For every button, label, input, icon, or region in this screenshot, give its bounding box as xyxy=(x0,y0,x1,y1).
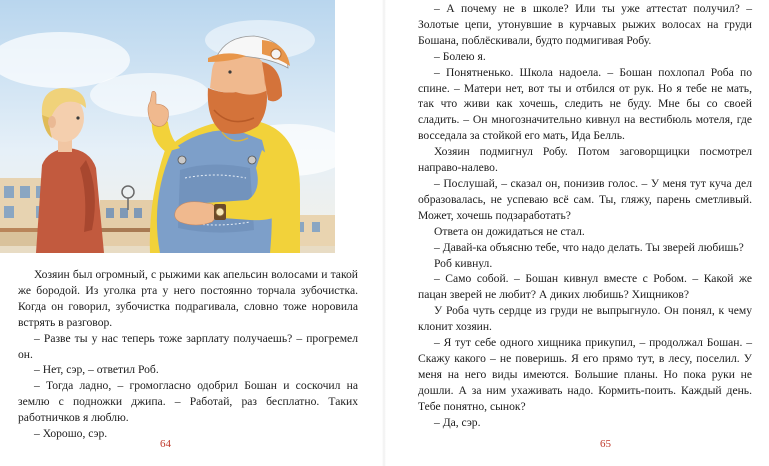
paragraph: У Роба чуть сердце из груди не выпрыгнуло. Он понял, к чему клонит хозяин. xyxy=(418,304,752,334)
illustration-image xyxy=(0,0,335,253)
illustration xyxy=(0,0,335,253)
paragraph: – Разве ты у нас теперь тоже зарплату получаешь? – прогремел он. xyxy=(18,331,358,361)
paragraph: – Само собой. – Бошан кивнул вместе с Робом. – Какой же пацан зверей не любит? А диких любишь? Хищников? xyxy=(418,272,752,302)
paragraph: – Я тут себе одного хищника прикупил, – продолжал Бошан. – Скажу какого – не поверишь. Я его прямо тут, в лесу, поселил. У меня на него виды имеются. Большие планы. Но пока руки не дошли. А за ним ухаживать надо. Кормить-поить. Каждый день. Тебе понятно, сынок? xyxy=(418,336,752,413)
paragraph: – Хорошо, сэр. xyxy=(34,427,108,441)
paragraph: Хозяин был огромный, с рыжими как апельсин волосами и такой же бородой. Из уголка рта у него постоянно торчала зубочистка. Когда он говорил, зубочистка подрагивала, словно тоже норовила встрять в разговор. xyxy=(18,268,358,329)
right-page-text xyxy=(418,1,752,430)
page-number: 65 xyxy=(600,438,611,450)
left-page xyxy=(0,0,384,466)
paragraph: – Понятненько. Школа надоела. – Бошан похлопал Роба по спине. – Матери нет, вот ты и отбился от рук. Но я тебе не мать, так что живи как хочешь, следить не буду. Мне бы со своей сладить. – Он многозначительно кивнул на вестибюль мотеля, где восседала за стойкой его мать, Ида Белль. xyxy=(418,65,752,143)
paragraph: – Да, сэр. xyxy=(434,415,481,429)
paragraph: – Нет, сэр, – ответил Роб. xyxy=(34,363,159,377)
page-number: 64 xyxy=(160,438,171,450)
right-page xyxy=(384,0,769,466)
paragraph: – А почему не в школе? Или ты уже аттестат получил? – Золотые цепи, утонувшие в курчавых рыжих волосах на груди Бошана, поблёскивали, будто подмигивая Робу. xyxy=(418,2,752,47)
paragraph: – Послушай, – сказал он, понизив голос. – У меня тут куча дел образовалась, не успеваю всё сам. Ты, гляжу, парень сметливый. Может, хочешь подзаработать? xyxy=(418,176,752,222)
paragraph: Ответа он дожидаться не стал. xyxy=(434,224,585,238)
paragraph: – Тогда ладно, – громогласно одобрил Бошан и соскочил на землю с подножки джипа. – Работай, раз бесплатно. Таких работничков я люблю. xyxy=(18,379,358,425)
paragraph: – Болею я. xyxy=(434,49,486,63)
paragraph: Хозяин подмигнул Робу. Потом заговорщицки посмотрел направо-налево. xyxy=(418,145,752,175)
paragraph: Роб кивнул. xyxy=(434,256,493,270)
left-page-text xyxy=(18,267,358,442)
paragraph: – Давай-ка объясню тебе, что надо делать. Ты зверей любишь? xyxy=(434,240,744,254)
